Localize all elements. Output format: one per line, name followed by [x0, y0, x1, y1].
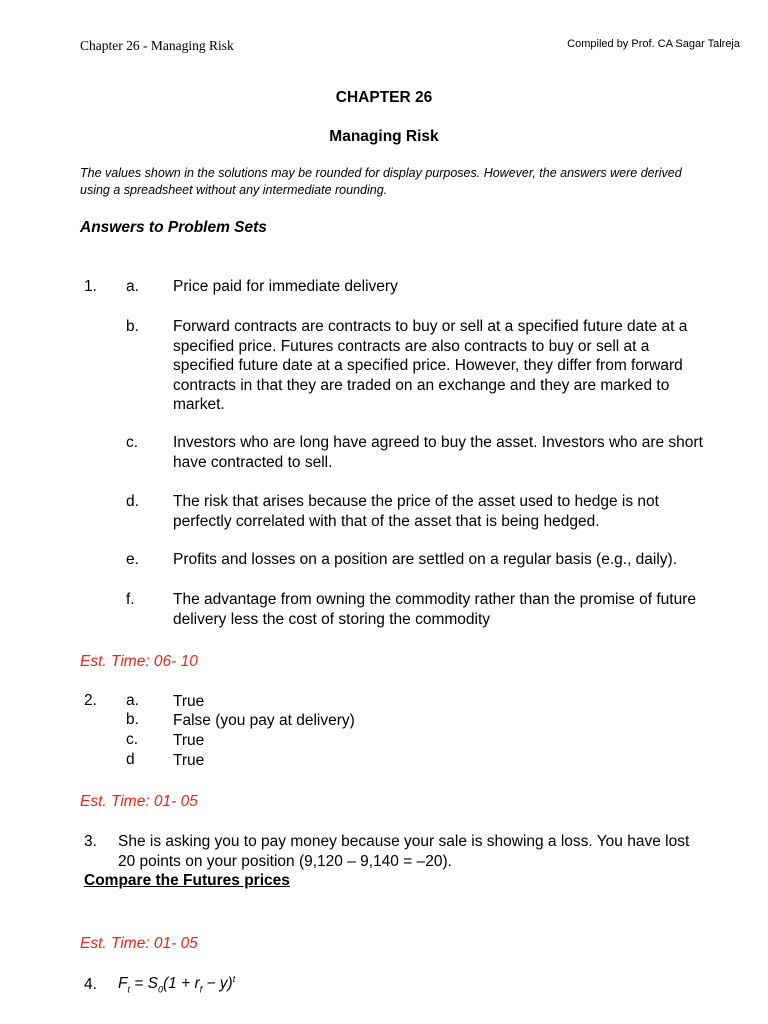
question-number-1: 1.: [84, 278, 97, 295]
section-heading: Answers to Problem Sets: [80, 219, 267, 236]
q1-letter-c: c.: [126, 434, 139, 451]
q1-letter-f: f.: [126, 591, 135, 608]
question-number-3: 3.: [84, 833, 97, 850]
q2-answer-a: True: [173, 693, 205, 710]
q1-letter-b: b.: [126, 318, 139, 335]
q1-answer-a: Price paid for immediate delivery: [173, 278, 398, 295]
header-chapter-title: Chapter 26 - Managing Risk: [80, 38, 234, 53]
question-number-2: 2.: [84, 692, 97, 709]
q1-answer-e: Profits and losses on a position are settled on a regular basis (e.g., daily).: [173, 551, 678, 568]
q2-answer-d: True: [173, 752, 205, 769]
chapter-subtitle: Managing Risk: [329, 128, 439, 145]
q1-letter-e: e.: [126, 551, 139, 568]
q2-letter-c: c.: [126, 731, 139, 748]
chapter-heading: CHAPTER 26: [335, 89, 433, 106]
q2-answer-c: True: [173, 732, 205, 749]
q1-letter-d: d.: [126, 493, 139, 510]
q3-subheading: Compare the Futures prices: [84, 872, 290, 889]
q1-answer-b: Forward contracts are contracts to buy or sell at a specified future date at a specified price. Futures contracts are also contracts to buy or sell at a specified future date at a specified price. However, they differ from forward contracts in that they are traded on an exchange and they are marked to market.: [173, 318, 688, 413]
header-compiler: Compiled by Prof. CA Sagar Talreja: [567, 38, 740, 50]
q2-est-time: Est. Time: 01- 05: [80, 793, 198, 810]
q1-est-time: Est. Time: 06- 10: [80, 653, 198, 670]
q2-letter-a: a.: [126, 692, 139, 709]
q1-answer-d: The risk that arises because the price of the asset used to hedge is not perfectly correlated with that of the asset that is being hedged.: [173, 493, 659, 530]
question-number-4: 4.: [84, 976, 97, 993]
q2-answer-b: False (you pay at delivery): [173, 712, 355, 729]
q3-answer: She is asking you to pay money because your sale is showing a loss. You have lost 20 points on your position (9,120 – 9,140 = –20).: [118, 833, 690, 870]
q2-letter-b: b.: [126, 711, 139, 728]
q1-letter-a: a.: [126, 278, 139, 295]
q1-answer-f: The advantage from owning the commodity rather than the promise of future delivery less the cost of storing the commodity: [173, 591, 696, 628]
q1-answer-c: Investors who are long have agreed to buy the asset. Investors who are short have contracted to sell.: [173, 434, 703, 471]
rounding-note: The values shown in the solutions may be rounded for display purposes. However, the answers were derived using a spreadsheet without any intermediate rounding.: [80, 166, 682, 197]
q4-formula: $F_t = S_0(1 + r_f - y)^t$: [118, 974, 236, 995]
q2-letter-d: d: [126, 751, 135, 768]
q3-est-time: Est. Time: 01- 05: [80, 935, 198, 952]
